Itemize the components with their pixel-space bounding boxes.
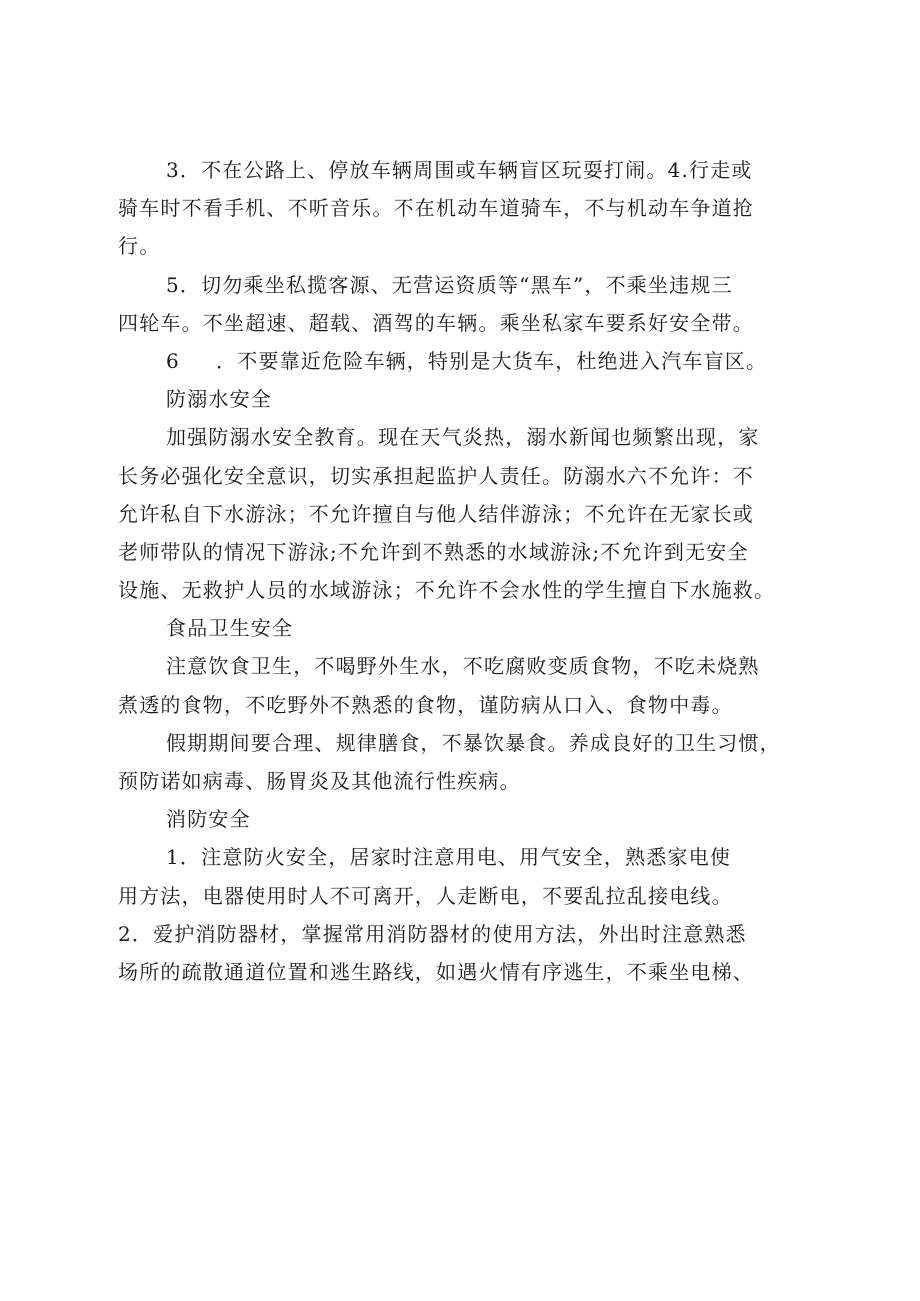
text-line: 老师带队的情况下游泳;不允许到不熟悉的水域游泳;不允许到无安全 — [118, 539, 749, 564]
section-heading-food: 食品卫生安全 — [166, 616, 294, 641]
text-line: 假期期间要合理、规律膳食，不暴饮暴食。养成良好的卫生习惯， — [166, 730, 781, 755]
text-line: 3．不在公路上、停放车辆周围或车辆盲区玩耍打闹。4.行走或 — [166, 158, 753, 182]
text-line: 骑车时不看手机、不听音乐。不在机动车道骑车，不与机动车争道抢 — [118, 196, 754, 221]
text-line: 场所的疏散通道位置和逃生路线，如遇火情有序逃生，不乘坐电梯、 — [118, 959, 754, 984]
text-line: 用方法，电器使用时人不可离开，人走断电，不要乱拉乱接电线。 — [118, 883, 733, 908]
section-heading-drowning: 防溺水安全 — [166, 387, 272, 412]
item-number: 6 — [166, 348, 180, 373]
text-line: 四轮车。不坐超速、超载、酒驾的车辆。乘坐私家车要系好安全带。 — [118, 310, 754, 335]
text-line: 2．爱护消防器材，掌握常用消防器材的使用方法，外出时注意熟悉 — [118, 921, 747, 946]
text-line: 注意饮食卫生，不喝野外生水，不吃腐败变质食物，不吃未烧熟 — [166, 654, 760, 679]
text-line — [118, 342, 818, 380]
document-body — [118, 151, 818, 991]
text-line: 加强防溺水安全教育。现在天气炎热，溺水新闻也频繁出现，家 — [166, 425, 760, 450]
text-line: 煮透的食物，不吃野外不熟悉的食物，谨防病从口入、食物中毒。 — [118, 692, 733, 717]
text-line: 长务必强化安全意识，切实承担起监护人责任。防溺水六不允许：不 — [118, 463, 754, 488]
text-line: 设施、无救护人员的水域游泳；不允许不会水性的学生擅自下水施救。 — [118, 578, 776, 603]
text-line: 行。 — [118, 234, 161, 259]
section-heading-fire: 消防安全 — [166, 807, 251, 832]
text-line: 1．注意防火安全，居家时注意用电、用气安全，熟悉家电使 — [166, 845, 732, 870]
text-line: 预防诺如病毒、肠胃炎及其他流行性疾病。 — [118, 769, 521, 793]
text-line: 5．切勿乘坐私揽客源、无营运资质等“黑车”，不乘坐违规三 — [166, 272, 733, 297]
text-line: 允许私自下水游泳；不允许擅自与他人结伴游泳；不允许在无家长或 — [118, 501, 754, 526]
item-text: ．不要靠近危险车辆，特别是大货车，杜绝进入汽车盲区。 — [216, 348, 768, 373]
